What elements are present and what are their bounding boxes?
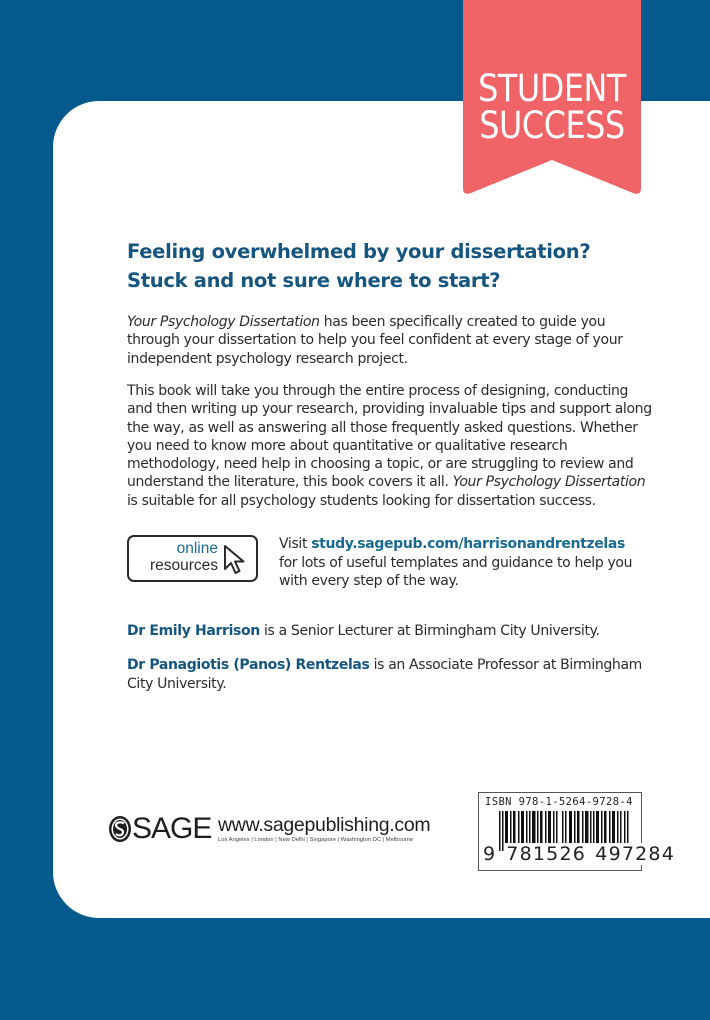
publisher-url[interactable]: www.sagepublishing.com: [218, 814, 431, 836]
description-paragraph: [127, 382, 657, 510]
online-resources-badge: [127, 535, 258, 582]
author-name: Dr Emily Harrison: [127, 623, 260, 639]
ribbon-line-2: SUCCESS: [479, 104, 625, 147]
student-success-ribbon: [463, 0, 641, 197]
visit-suffix: for lots of useful templates and guidance to help you with every step of the way.: [279, 554, 633, 589]
publisher-cities: Los Angeles | London | New Delhi | Singapore | Washington DC | Melbourne: [218, 837, 414, 843]
online-label: online: [176, 540, 218, 557]
description-text-1: This book will take you through the entire process of designing, conducting and then writing up your research, providing invaluable tips and support along the way, as well as answering all those frequently asked questions. Whether you need to know more about quantitative or qualitative research methodology, need help in choosing a topic, or are struggling to review and understand the literature, this book covers it all.: [127, 383, 652, 491]
isbn-first-digit: 9: [483, 843, 497, 865]
author-bio-text: is a Senior Lecturer at Birmingham City University.: [259, 623, 600, 639]
sage-logo-icon: [108, 815, 132, 843]
publisher-block: [108, 812, 431, 849]
visit-text: [279, 535, 659, 591]
ribbon-label: [475, 67, 628, 147]
author-bio-text: is an Associate Professor at Birmingham City University.: [127, 657, 642, 692]
isbn-label: ISBN 978-1-5264-9728-4: [485, 796, 633, 808]
book-title: Your Psychology Dissertation: [127, 314, 320, 330]
author-bio-2: [127, 656, 657, 693]
visit-prefix: Visit: [279, 536, 312, 552]
author-bio-1: [127, 622, 657, 641]
sage-wordmark: SAGE: [132, 812, 212, 845]
intro-text: has been specifically created to guide you through your dissertation to help you feel confident at every stage of your independent psychology research project.: [127, 314, 623, 367]
isbn-barcode: [478, 792, 676, 871]
resources-label: resources: [149, 557, 218, 574]
ribbon-line-1: STUDENT: [478, 67, 626, 110]
companion-website-link[interactable]: study.sagepub.com/harrisonandrentzelas: [311, 536, 625, 552]
book-title: Your Psychology Dissertation: [452, 474, 646, 491]
intro-paragraph: [127, 313, 657, 368]
headline: Feeling overwhelmed by your dissertation? Stuck and not sure where to start?: [127, 240, 591, 292]
author-name: Dr Panagiotis (Panos) Rentzelas: [127, 657, 370, 673]
isbn-digit-group-2: 497284: [595, 843, 676, 865]
isbn-digit-group-1: 781526: [506, 843, 587, 865]
isbn-digits: [483, 843, 676, 865]
description-text-2: is suitable for all psychology students looking for dissertation success.: [127, 492, 596, 509]
cursor-arrow-icon: [222, 544, 248, 576]
